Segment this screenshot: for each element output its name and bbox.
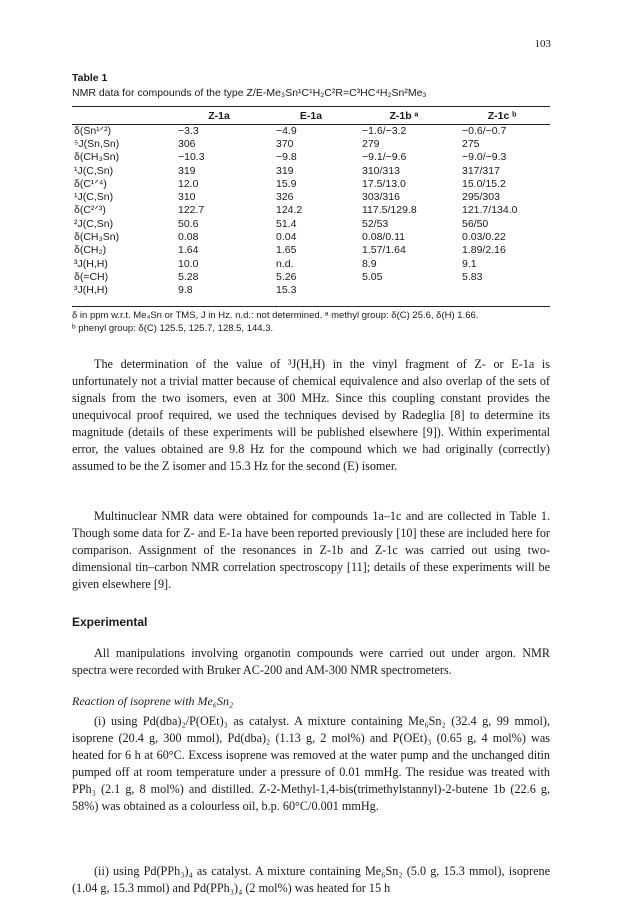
table-header-cell: Z-1c ᵇ: [487, 109, 517, 122]
table-footnote: δ in ppm w.r.t. Me₄Sn or TMS, J in Hz. n.d.: not determined. ᵃ methyl group: δ(C) 25.6, δ(H) 1.66.: [72, 310, 479, 321]
parameter-cell: δ(C¹ᐟ⁴): [74, 177, 107, 190]
table-row: [72, 230, 550, 243]
value-cell: −3.3: [178, 124, 199, 137]
page-number: 103: [534, 38, 551, 50]
value-cell: 56/50: [462, 217, 489, 230]
value-cell: 52/53: [362, 217, 389, 230]
value-cell: [354, 284, 454, 297]
value-cell: −0.6/−0.7: [462, 124, 507, 137]
value-cell: 279: [362, 137, 380, 150]
value-cell: 5.05: [362, 270, 383, 283]
table-row: [72, 124, 550, 137]
value-cell: 319: [178, 164, 196, 177]
table-row: [72, 137, 550, 150]
table-header-cell: E-1a: [299, 109, 323, 122]
body-paragraph: The determination of the value of ³J(H,H) in the vinyl fragment of Z- or E-1a is unfortunately not a trivial matter because of chemical equivalence and also overlap of the sets of signals from the two isomers, even at 300 MHz. Since this coupling constant provides the unequivocal proof required, we used the techniques devised by Radeglia [8] to determine its magnitude (details of these experiments will be published elsewhere [9]). Within experimental error, the values obtained are 9.8 Hz for the compound which we had originally (correctly) assumed to be the Z isomer and 15.3 Hz for the second (E) isomer.: [72, 357, 550, 473]
body-paragraph: (ii) using Pd(PPh₃)₄ as catalyst. A mixture containing Me₆Sn₂ (5.0 g, 15.3 mmol), isoprene (1.04 g, 15.3 mmol) and Pd(PPh₃)₄ (2 mol%) was heated for 15 h: [72, 864, 550, 895]
value-cell: 15.0/15.2: [462, 177, 506, 190]
value-cell: 1.89/2.16: [462, 244, 506, 257]
value-cell: 12.0: [178, 177, 199, 190]
parameter-cell: δ(CH₂): [74, 244, 107, 257]
value-cell: 15.3: [276, 284, 297, 297]
value-cell: 17.5/13.0: [362, 177, 406, 190]
table-header-cell: [72, 107, 170, 124]
table-row: [72, 204, 550, 217]
value-cell: 310: [178, 191, 196, 204]
value-cell: 370: [276, 137, 294, 150]
value-cell: [454, 284, 550, 297]
table-row: [72, 257, 550, 270]
value-cell: 1.64: [178, 244, 199, 257]
parameter-cell: ³J(H,H): [74, 284, 108, 297]
value-cell: 121.7/134.0: [462, 204, 518, 217]
body-paragraph: (i) using Pd(dba)₂/P(OEt)₃ as catalyst. A mixture containing Me₆Sn₂ (32.4 g, 99 mmol), isoprene (20.4 g, 300 mmol), Pd(dba)₂ (1.13 g, 2 mol%) and P(OEt)₃ (0.65 g, 4 mol%) was heated for 6 h at 60°C. Excess isoprene was removed at the water pump and the unchanged ditin pumped off at room temperature under a pressure of 0.01 mmHg. The residue was treated with PPh₃ (2.1 g, 8 mol%) and distilled. Z-2-Methyl-1,4-bis(trimethylstannyl)-2-butene 1b (22.6 g, 58%) was obtained as a colourless oil, b.p. 60°C/0.001 mmHg.: [72, 714, 550, 813]
table-caption: NMR data for compounds of the type Z/E-Me₃Sn¹C¹H₂C²R=C³HC⁴H₂Sn²Me₃: [72, 87, 427, 99]
value-cell: 275: [462, 137, 480, 150]
parameter-cell: ³J(H,H): [74, 257, 108, 270]
table-footnote: ᵇ phenyl group: δ(C) 125.5, 125.7, 128.5, 144.3.: [72, 323, 274, 334]
value-cell: 319: [276, 164, 294, 177]
table-row: [72, 164, 550, 177]
value-cell: 303/316: [362, 191, 400, 204]
parameter-cell: δ(CH₃Sn): [74, 151, 120, 164]
parameter-cell: ⁵J(Sn,Sn): [74, 137, 120, 150]
table-label: Table 1: [72, 72, 108, 84]
value-cell: 9.8: [178, 284, 193, 297]
table-row: [72, 177, 550, 190]
value-cell: 326: [276, 191, 294, 204]
table-row: [72, 151, 550, 164]
value-cell: 15.9: [276, 177, 297, 190]
value-cell: 0.03/0.22: [462, 231, 506, 244]
value-cell: 124.2: [276, 204, 303, 217]
table-header-cell: Z-1b ᵃ: [389, 109, 419, 122]
table-bottom-rule: [72, 306, 550, 307]
subsection-heading: Reaction of isoprene with Me₆Sn₂: [72, 694, 234, 708]
value-cell: 5.26: [276, 270, 297, 283]
table-row: [72, 190, 550, 203]
body-paragraph: Multinuclear NMR data were obtained for compounds 1a–1c and are collected in Table 1. Though some data for Z- and E-1a have been reported previously [10] these are included here for comparison. Assignment of the resonances in Z-1b and Z-1c was carried out using two-dimensional tin–carbon NMR correlation spectroscopy [11]; details of these experiments will be given elsewhere [9].: [72, 509, 550, 591]
value-cell: n.d.: [276, 257, 294, 270]
parameter-cell: δ(CH₃Sn): [74, 231, 120, 244]
body-paragraph: All manipulations involving organotin compounds were carried out under argon. NMR spectra were recorded with Bruker AC-200 and AM-300 NMR spectrometers.: [72, 646, 550, 677]
value-cell: 1.65: [276, 244, 297, 257]
parameter-cell: δ(Sn¹ᐟ²): [74, 124, 112, 137]
section-heading: Experimental: [72, 615, 148, 629]
value-cell: 117.5/129.8: [362, 204, 417, 217]
value-cell: 0.04: [276, 231, 297, 244]
value-cell: −4.9: [276, 124, 297, 137]
nmr-data-table: [72, 107, 550, 297]
parameter-cell: δ(=CH): [74, 270, 109, 283]
value-cell: 317/317: [462, 164, 500, 177]
value-cell: 0.08/0.11: [362, 231, 406, 244]
value-cell: −9.8: [276, 151, 297, 164]
table-header-cell: Z-1a: [208, 109, 230, 122]
value-cell: 50.6: [178, 217, 199, 230]
table-header-row: [72, 107, 550, 124]
parameter-cell: ²J(C,Sn): [74, 217, 114, 230]
parameter-cell: δ(C²ᐟ³): [74, 204, 106, 217]
value-cell: 9.1: [462, 257, 477, 270]
parameter-cell: ¹J(C,Sn): [74, 164, 114, 177]
value-cell: 0.08: [178, 231, 199, 244]
value-cell: 310/313: [362, 164, 400, 177]
value-cell: 10.0: [178, 257, 199, 270]
value-cell: 295/303: [462, 191, 500, 204]
value-cell: 5.28: [178, 270, 199, 283]
value-cell: −9.0/−9.3: [462, 151, 507, 164]
table-row: [72, 270, 550, 283]
value-cell: −9.1/−9.6: [362, 151, 407, 164]
value-cell: 51.4: [276, 217, 297, 230]
value-cell: 122.7: [178, 204, 205, 217]
parameter-cell: ¹J(C,Sn): [74, 191, 114, 204]
value-cell: −1.6/−3.2: [362, 124, 407, 137]
value-cell: −10.3: [178, 151, 205, 164]
table-row: [72, 244, 550, 257]
table-row: [72, 217, 550, 230]
value-cell: 306: [178, 137, 196, 150]
value-cell: 1.57/1.64: [362, 244, 406, 257]
value-cell: 8.9: [362, 257, 377, 270]
table-row: [72, 284, 550, 297]
value-cell: 5.83: [462, 270, 483, 283]
